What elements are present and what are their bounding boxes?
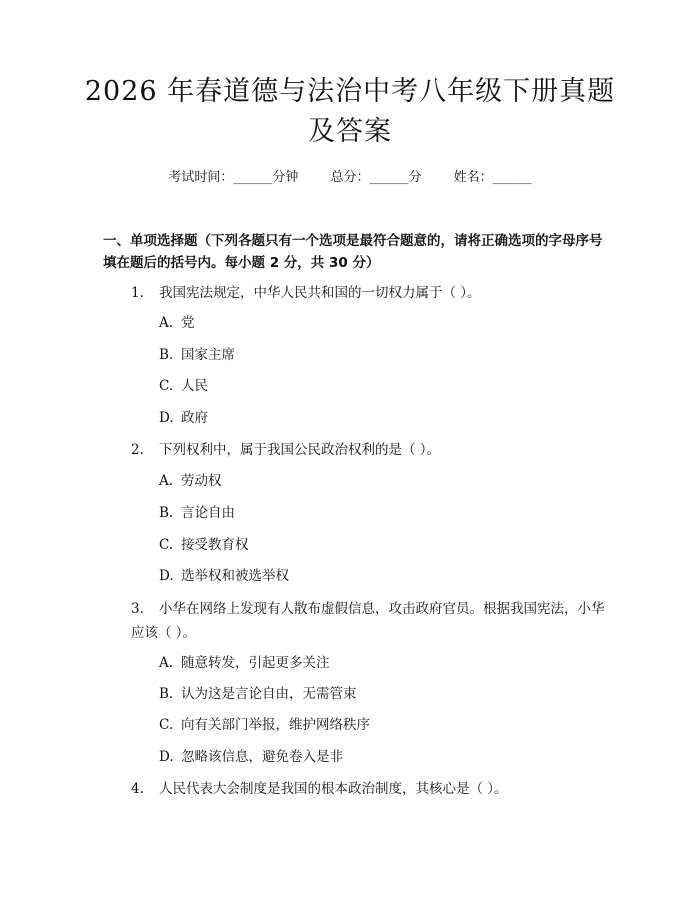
option-2-c xyxy=(159,535,249,555)
option-2-a xyxy=(159,471,222,491)
question-3 xyxy=(131,597,606,645)
exam-time-label: 考试时间： xyxy=(168,170,234,185)
section-heading: 一、单项选择题（下列各题只有一个选项是最符合题意的，请将正确选项的字母序号填在题后的括号内。每小题 2 分，共 30 分） xyxy=(103,233,603,271)
option-text: 党 xyxy=(181,315,195,331)
option-2-d xyxy=(159,566,289,586)
question-number: 4. xyxy=(131,781,144,797)
question-1 xyxy=(131,281,606,305)
exam-time-unit: 分钟 xyxy=(272,170,299,185)
option-3-c xyxy=(159,715,370,735)
option-letter: A. xyxy=(159,315,174,331)
question-number: 1. xyxy=(131,285,144,301)
question-text: 小华在网络上发现有人散布虚假信息，攻击政府官员。根据我国宪法，小华应该（ ）。 xyxy=(131,601,605,641)
total-score-field xyxy=(330,168,421,188)
option-letter: C. xyxy=(159,537,174,553)
option-1-c xyxy=(159,376,208,396)
option-text: 认为这是言论自由，无需管束 xyxy=(181,686,357,702)
option-text: 接受教育权 xyxy=(181,537,249,553)
name-blank: ______ xyxy=(492,170,532,185)
option-letter: B. xyxy=(159,686,174,702)
option-1-d xyxy=(159,408,208,428)
document-title: 2026 年春道德与法治中考八年级下册真题及答案 xyxy=(84,76,616,147)
option-letter: C. xyxy=(159,717,174,733)
option-letter: A. xyxy=(159,655,174,671)
name-label: 姓名： xyxy=(453,170,493,185)
question-2 xyxy=(131,438,606,462)
question-number: 2. xyxy=(131,442,144,458)
question-text: 人民代表大会制度是我国的根本政治制度，其核心是（ ）。 xyxy=(159,781,508,797)
option-text: 人民 xyxy=(181,378,208,394)
option-2-b xyxy=(159,503,235,523)
total-score-unit: 分 xyxy=(408,170,422,185)
exam-info-line xyxy=(0,168,700,188)
option-text: 国家主席 xyxy=(181,347,235,363)
option-3-b xyxy=(159,684,357,704)
question-number: 3. xyxy=(131,601,144,617)
option-text: 言论自由 xyxy=(181,505,235,521)
option-1-b xyxy=(159,345,235,365)
option-1-a xyxy=(159,313,195,333)
option-letter: D. xyxy=(159,568,174,584)
option-letter: D. xyxy=(159,410,174,426)
option-text: 选举权和被选举权 xyxy=(181,568,289,584)
option-text: 向有关部门举报，维护网络秩序 xyxy=(181,717,370,733)
option-text: 劳动权 xyxy=(181,473,222,489)
option-letter: A. xyxy=(159,473,174,489)
option-text: 忽略该信息，避免卷入是非 xyxy=(181,749,343,765)
total-score-label: 总分： xyxy=(330,170,370,185)
question-text: 下列权利中，属于我国公民政治权利的是（ ）。 xyxy=(159,442,441,458)
question-text: 我国宪法规定，中华人民共和国的一切权力属于（ ）。 xyxy=(159,285,481,301)
option-3-a xyxy=(159,653,330,673)
option-letter: B. xyxy=(159,505,174,521)
option-text: 政府 xyxy=(181,410,208,426)
option-letter: C. xyxy=(159,378,174,394)
option-text: 随意转发，引起更多关注 xyxy=(181,655,330,671)
name-field xyxy=(454,168,532,188)
question-4 xyxy=(131,777,606,801)
total-score-blank: ______ xyxy=(369,170,409,185)
option-letter: D. xyxy=(159,749,174,765)
option-letter: B. xyxy=(159,347,174,363)
exam-time-blank: ______ xyxy=(233,170,273,185)
option-3-d xyxy=(159,747,343,767)
exam-time-field xyxy=(168,168,298,188)
